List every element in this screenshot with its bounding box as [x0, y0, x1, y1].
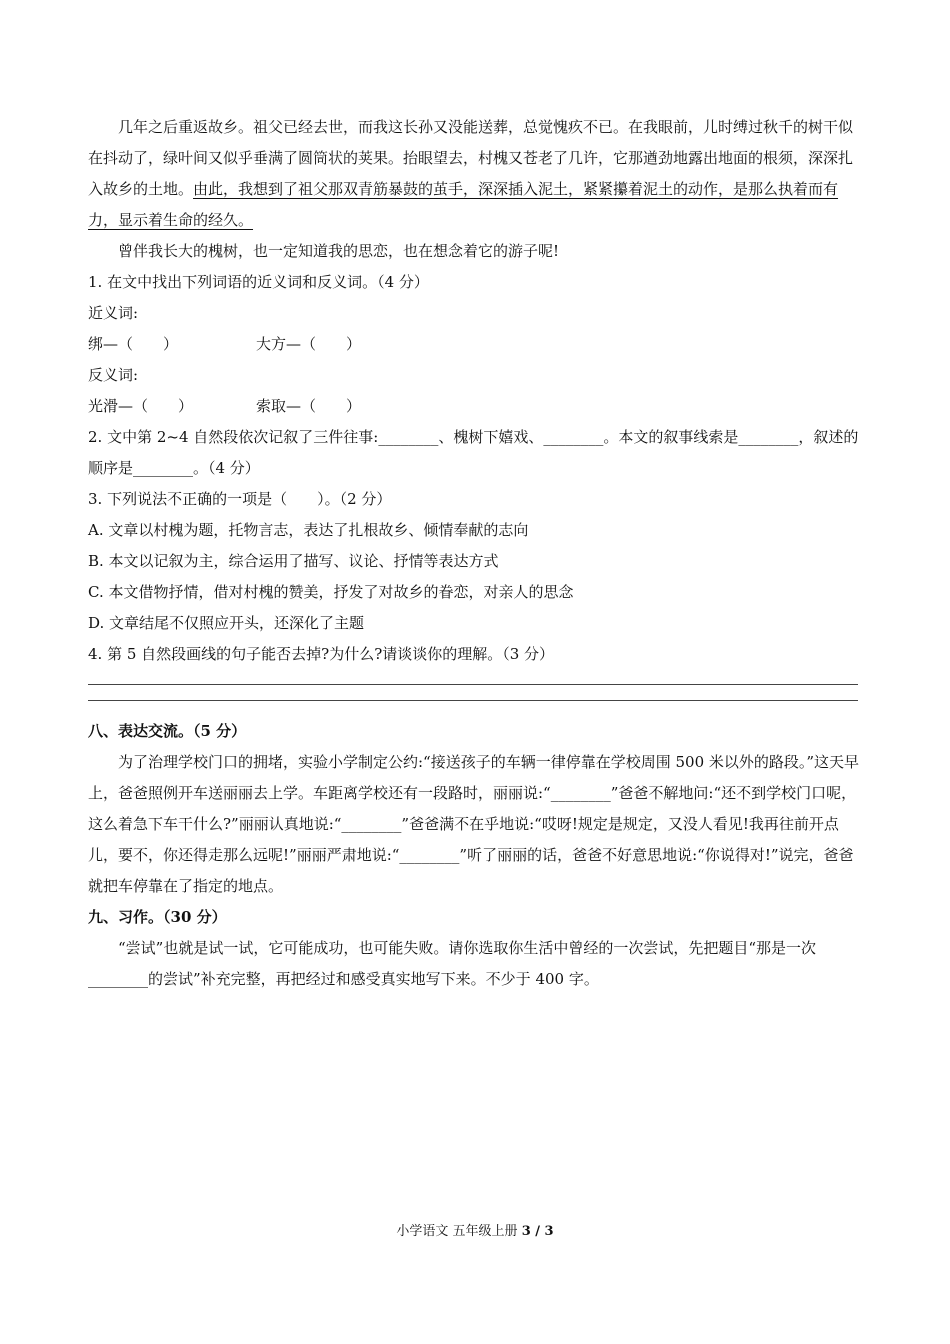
exam-page: [88, 112, 865, 995]
answer-line[interactable]: [88, 700, 858, 701]
synonym-blank-2[interactable]: 大方—（ ）: [256, 335, 362, 353]
passage-text: 几年之后重返故乡。祖父已经去世，而我这长孙又没能送葬，总觉愧疚不已。在我眼前，儿时缚过秋千的树干似在抖动了，绿叶间又似乎垂满了圆筒状的荚果。抬眼望去，村槐又苍老了几许，它那遒劲地露出地面的根须，深深扎入故乡的土地。: [88, 118, 854, 198]
passage-closing: 曾伴我长大的槐树，也一定知道我的思恋，也在想念着它的游子呢!: [118, 242, 560, 260]
question-3: 3. 下列说法不正确的一项是（ ）。（2 分）: [88, 490, 392, 508]
option-d[interactable]: D. 文章结尾不仅照应开头，还深化了主题: [88, 614, 365, 632]
section-8-text: 为了治理学校门口的拥堵，实验小学制定公约:“接送孩子的车辆一律停靠在学校周围 500 米以外的路段。”这天早上，爸爸照例开车送丽丽去上学。车距离学校还有一段路时，丽丽说:“________”爸爸不解地问:“还不到学校门口呢，这么着急下车干什么?”丽丽认真地说:“________”爸爸满不在乎地说:“哎呀!规定是规定，又没人看见!我再往前开点儿，要不，你还得走那么远呢!”丽丽严肃地说:“________”听了丽丽的话，爸爸不好意思地说:“你说得对!”说完，爸爸就把车停靠在了指定的地点。: [88, 753, 860, 895]
section-9-text: “尝试”也就是试一试，它可能成功，也可能失败。请你选取你生活中曾经的一次尝试，先把题目“那是一次________的尝试”补充完整，再把经过和感受真实地写下来。不少于 400 字。: [88, 939, 817, 988]
antonym-row: [88, 391, 865, 422]
page-number: 3 / 3: [521, 1224, 554, 1239]
antonym-blank-2[interactable]: 索取—（ ）: [256, 397, 362, 415]
question-4: 4. 第 5 自然段画线的句子能否去掉?为什么?请谈谈你的理解。（3 分）: [88, 645, 555, 663]
question-1: 1. 在文中找出下列词语的近义词和反义词。（4 分）: [88, 273, 429, 291]
footer-text: 小学语文 五年级上册: [396, 1224, 522, 1239]
option-a[interactable]: A. 文章以村槐为题，托物言志，表达了扎根故乡、倾情奉献的志向: [88, 521, 529, 539]
section-8-title: 八、表达交流。（5 分）: [88, 722, 247, 740]
passage-paragraph: [88, 112, 865, 236]
synonym-label: 近义词:: [88, 304, 139, 322]
section-9-title: 九、习作。（30 分）: [88, 908, 227, 926]
answer-line[interactable]: [88, 684, 858, 685]
option-c[interactable]: C. 本文借物抒情，借对村槐的赞美，抒发了对故乡的眷恋，对亲人的思念: [88, 583, 574, 601]
synonym-row: [88, 329, 865, 360]
option-b[interactable]: B. 本文以记叙为主，综合运用了描写、议论、抒情等表达方式: [88, 552, 499, 570]
underlined-sentence: 由此，我想到了祖父那双青筋暴鼓的茧手，深深插入泥土，紧紧攥着泥土的动作，是那么执着而有力，显示着生命的经久。: [88, 180, 839, 229]
antonym-blank-1[interactable]: 光滑—（ ）: [88, 397, 194, 415]
antonym-label: 反义词:: [88, 366, 139, 384]
question-2: 2. 文中第 2~4 自然段依次记叙了三件往事:________、槐树下嬉戏、________。本文的叙事线索是________，叙述的顺序是________。（4 分）: [88, 428, 859, 477]
page-footer: [0, 1222, 950, 1242]
synonym-blank-1[interactable]: 绑—（ ）: [88, 335, 179, 353]
